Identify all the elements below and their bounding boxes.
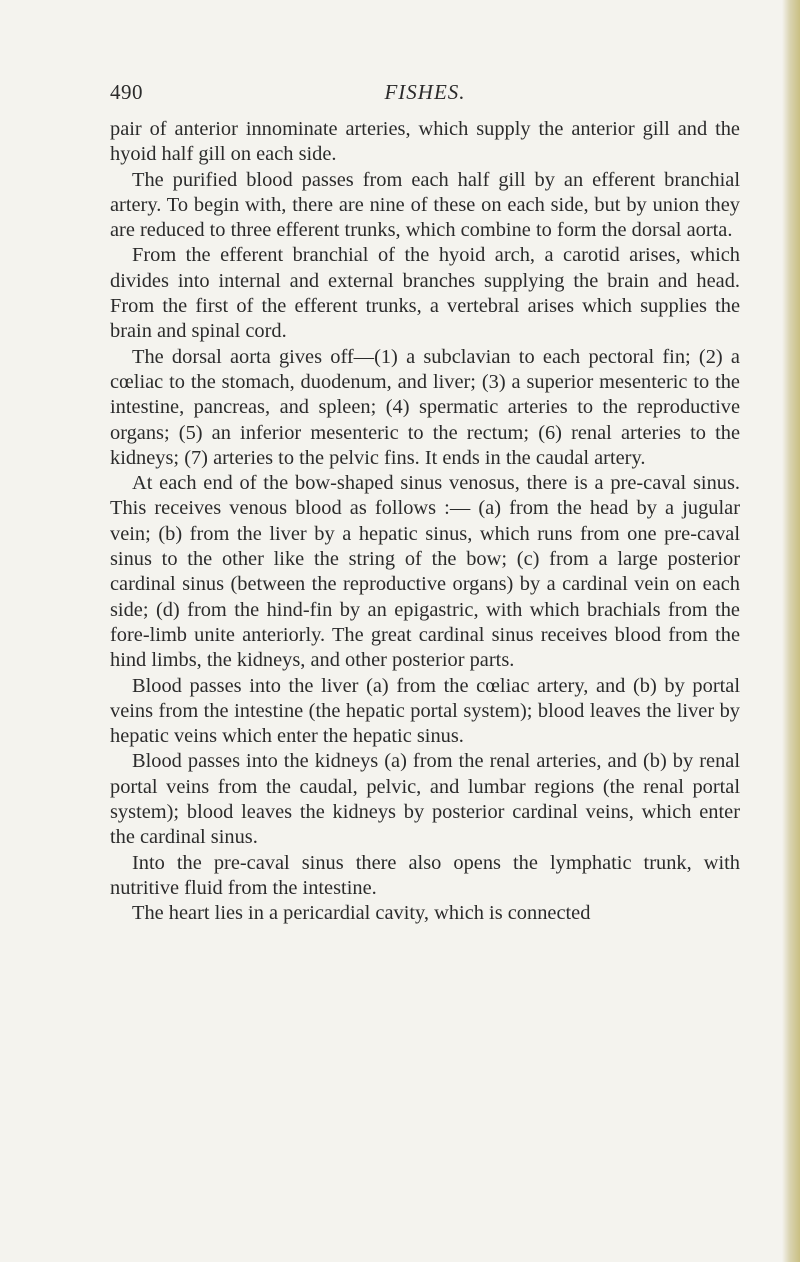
- page-edge-shadow: [782, 0, 800, 1262]
- running-head: FISHES.: [384, 80, 466, 104]
- page-number: 490: [110, 80, 143, 104]
- paragraph-renal-portal: Blood passes into the kidneys (a) from the renal arteries, and (b) by renal portal veins from the caudal, pelvic, and lumbar regions (the renal portal system); blood leaves the kidneys by posterior cardinal veins, which enter the cardinal sinus.: [110, 750, 740, 849]
- paragraph-carotid: From the efferent branchial of the hyoid arch, a carotid arises, which divides into internal and external branches supplying the brain and head. From the first of the efferent trunks, a vertebral arises which supplies the brain and spinal cord.: [110, 244, 740, 343]
- body-text: [110, 117, 740, 927]
- paragraph-innominate-arteries: pair of anterior innominate arteries, which supply the anterior gill and the hyoid half gill on each side.: [110, 118, 740, 166]
- paragraph-hepatic-portal: Blood passes into the liver (a) from the cœliac artery, and (b) by portal veins from the intestine (the hepatic portal system); blood leaves the liver by hepatic veins which enter the hepatic sinus.: [110, 674, 740, 748]
- page-header: [110, 80, 740, 110]
- paragraph-pre-caval-sinus: At each end of the bow-shaped sinus venosus, there is a pre-caval sinus. This receives venous blood as follows :— (a) from the head by a jugular vein; (b) from the liver by a hepatic sinus, which runs from one pre-caval sinus to the other like the string of the bow; (c) from a large posterior cardinal sinus (between the reproductive organs) by a cardinal vein on each side; (d) from the hind-fin by an epigastric, with which brachials from the fore-limb unite anteriorly. The great cardinal sinus receives blood from the hind limbs, the kidneys, and other posterior parts.: [110, 472, 740, 672]
- paragraph-efferent-branchial: The purified blood passes from each half gill by an efferent branchial artery. To begin with, there are nine of these on each side, but by union they are reduced to three efferent trunks, which combine to form the dorsal aorta.: [110, 168, 740, 242]
- paragraph-dorsal-aorta: The dorsal aorta gives off—(1) a subclavian to each pectoral fin; (2) a cœliac to the stomach, duodenum, and liver; (3) a superior mesenteric to the intestine, pancreas, and spleen; (4) spermatic arteries to the reproductive organs; (5) an inferior mesenteric to the rectum; (6) renal arteries to the kidneys; (7) arteries to the pelvic fins. It ends in the caudal artery.: [110, 345, 740, 469]
- paragraph-lymphatic-trunk: Into the pre-caval sinus there also opens the lymphatic trunk, with nutritive fluid from the intestine.: [110, 851, 740, 899]
- paragraph-pericardial-cavity: The heart lies in a pericardial cavity, which is connected: [132, 902, 591, 925]
